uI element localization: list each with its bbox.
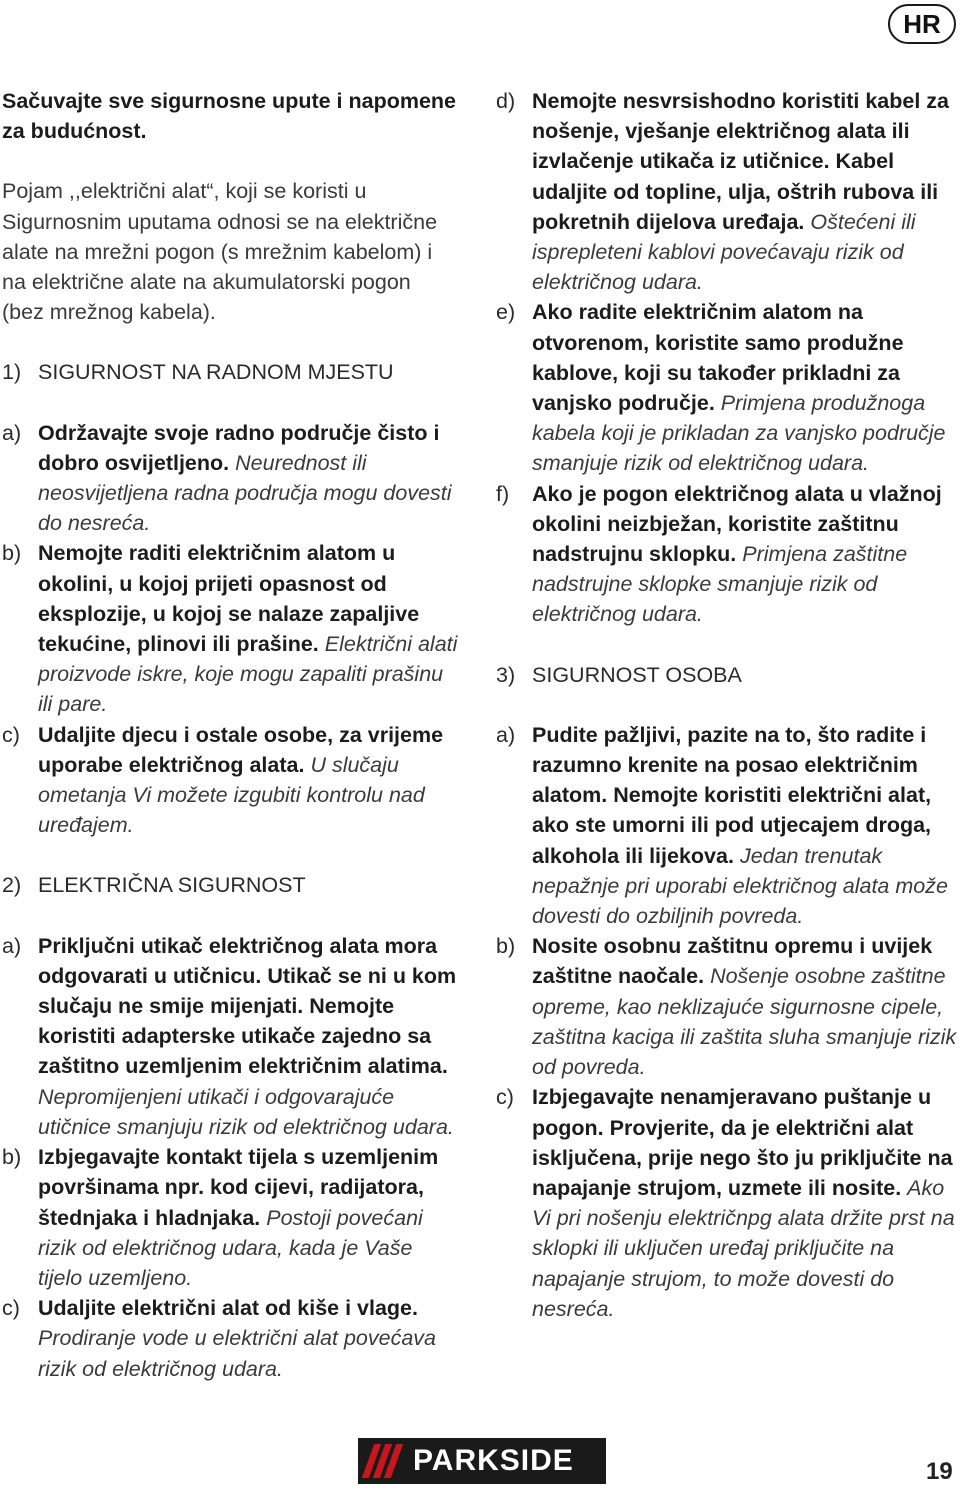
item-explanation: Postoji povećani rizik od električnog udara, kada je Vaše tijelo uzemljeno.: [38, 1205, 423, 1290]
logo-stripes-icon: [368, 1444, 401, 1478]
section-number: 1): [2, 360, 22, 385]
item-explanation: Primjena zaštitne nadstrujne sklopke smanjuje rizik od električnog udara.: [532, 542, 908, 627]
language-badge: HR: [888, 4, 956, 44]
section-2-heading: [2, 870, 458, 900]
item-instruction: Izbjegavajte nenamjeravano puštanje u pogon. Provjerite, da je električni alat isključena, prije nego što ju priključite na napajanje strujom, uzmete ili nosite.: [532, 1085, 953, 1200]
right-column: [496, 86, 958, 1324]
item-explanation: U slučaju ometanja Vi možete izgubiti kontrolu nad uređajem.: [38, 752, 425, 838]
list-item: [2, 538, 458, 719]
item-explanation: Oštećeni ili isprepleteni kablovi povećavaju rizik od električnog udara.: [532, 209, 916, 295]
list-item: [2, 1142, 458, 1293]
item-instruction: Udaljite električni alat od kiše i vlage.: [38, 1296, 418, 1321]
parkside-logo: [358, 1438, 606, 1484]
item-explanation: Nepromijenjeni utikači i odgovarajuće utičnice smanjuju rizik od električnog udara.: [38, 1084, 454, 1139]
section-title: SIGURNOST OSOBA: [532, 662, 742, 687]
item-explanation: Ako Vi pri nošenju električnpg alata držite prst na sklopki ili uključen uređaj priključite na napajanje strujom, to može dovesti do nesreća.: [532, 1175, 955, 1321]
item-instruction: Udaljite djecu i ostale osobe, za vrijeme uporabe električnog alata.: [38, 722, 444, 777]
list-item: [2, 720, 458, 841]
item-explanation: Električni alati proizvode iskre, koje mogu zapaliti prašinu ili pare.: [38, 632, 458, 717]
item-instruction: Ako je pogon električnog alata u vlažnoj okolini neizbježan, koristite zaštitnu nadstrujnu sklopku.: [532, 481, 942, 567]
item-label: c): [2, 722, 20, 747]
list-item: [496, 86, 958, 297]
item-instruction: Pudite pažljivi, pazite na to, što radite i razumno krenite na posao električnim alatom. Nemojte koristiti električni alat, ako ste umorni ili pod utjecajem droga, alkohola ili lijekova.: [532, 722, 932, 868]
item-instruction: Priključni utikač električnog alata mora odgovarati u utičnicu. Utikač se ni u kom slučaju ne smije mijenjati. Nemojte koristiti adapterske utikače zajedno sa zaštitno uzemljenim električnim alatima.: [38, 933, 457, 1079]
section-title: ELEKTRIČNA SIGURNOST: [38, 873, 306, 898]
item-instruction: Nemojte nesvrsishodno koristiti kabel za nošenje, vješanje električnog alata ili izvlačenje utikača iz utičnice. Kabel udaljite od topline, ulja, oštrih rubova ili pokretnih dijelova uređaja.: [532, 89, 949, 234]
item-label: c): [496, 1085, 514, 1110]
item-label: d): [496, 89, 516, 113]
section-number: 3): [496, 662, 516, 687]
section-number: 2): [2, 873, 22, 898]
item-explanation: Jedan trenutak nepažnje pri uporabi električnog alata može dovesti do ozbiljnih povreda.: [532, 843, 948, 929]
section-1-heading: [2, 357, 458, 387]
item-explanation: Nošenje osobne zaštitne opreme, kao neklizajuće sigurnosne cipele, zaštitna kaciga ili zaštita sluha smanjuje rizik od povreda.: [532, 964, 957, 1080]
item-label: b): [2, 1145, 22, 1170]
section-title: SIGURNOST NA RADNOM MJESTU: [38, 360, 394, 385]
item-instruction: Nemojte raditi električnim alatom u okolini, u kojoj prijeti opasnost od eksplozije, u kojoj se nalaze zapaljive tekućine, plinovi ili prašine.: [38, 541, 420, 657]
list-item: [496, 479, 958, 630]
page-number: 19: [926, 1458, 953, 1485]
item-instruction: Ako radite električnim alatom na otvorenom, koristite samo produžne kablove, koji su također prikladni za vanjsko područje.: [532, 300, 904, 416]
item-label: b): [496, 934, 516, 959]
left-column: [2, 86, 458, 1384]
item-label: c): [2, 1296, 20, 1321]
logo-text: PARKSIDE: [413, 1444, 574, 1477]
intro-text: Pojam ,,električni alat“, koji se koristi u Sigurnosnim uputama odnosi se na električne alate na mrežni pogon (s mrežnim kabelom) i na električne alate na akumulatorski pogon (bez mrežnog kabela).: [2, 179, 438, 325]
section-3-heading: [496, 660, 958, 690]
item-label: a): [2, 420, 22, 445]
list-item: [496, 720, 958, 931]
list-item: [496, 1082, 958, 1324]
item-label: f): [496, 481, 510, 506]
item-explanation: Prodiranje vode u električni alat povećava rizik od električnog udara.: [38, 1326, 436, 1381]
intro-note: Sačuvajte sve sigurnosne upute i napomene za budućnost.: [2, 89, 457, 144]
item-label: a): [2, 933, 22, 958]
item-explanation: Primjena produžnoga kabela koji je prikladan za vanjsko područje smanjuje rizik od električnog udara.: [532, 391, 946, 476]
item-label: a): [496, 722, 516, 747]
item-instruction: Izbjegavajte kontakt tijela s uzemljenim površinama npr. kod cijevi, radijatora, štednjaka i hladnjaka.: [38, 1145, 439, 1230]
list-item: [2, 931, 458, 1142]
list-item: [2, 418, 458, 539]
list-item: [2, 1293, 458, 1384]
item-explanation: Neurednost ili neosvijetljena radna područja mogu dovesti do nesreća.: [38, 450, 452, 536]
item-label: e): [496, 300, 516, 325]
list-item: [496, 931, 958, 1082]
item-instruction: Održavajte svoje radno područje čisto i dobro osvijetljeno.: [38, 420, 440, 475]
list-item: [496, 297, 958, 478]
item-label: b): [2, 541, 22, 566]
item-instruction: Nosite osobnu zaštitnu opremu i uvijek zaštitne naočale.: [532, 934, 933, 989]
